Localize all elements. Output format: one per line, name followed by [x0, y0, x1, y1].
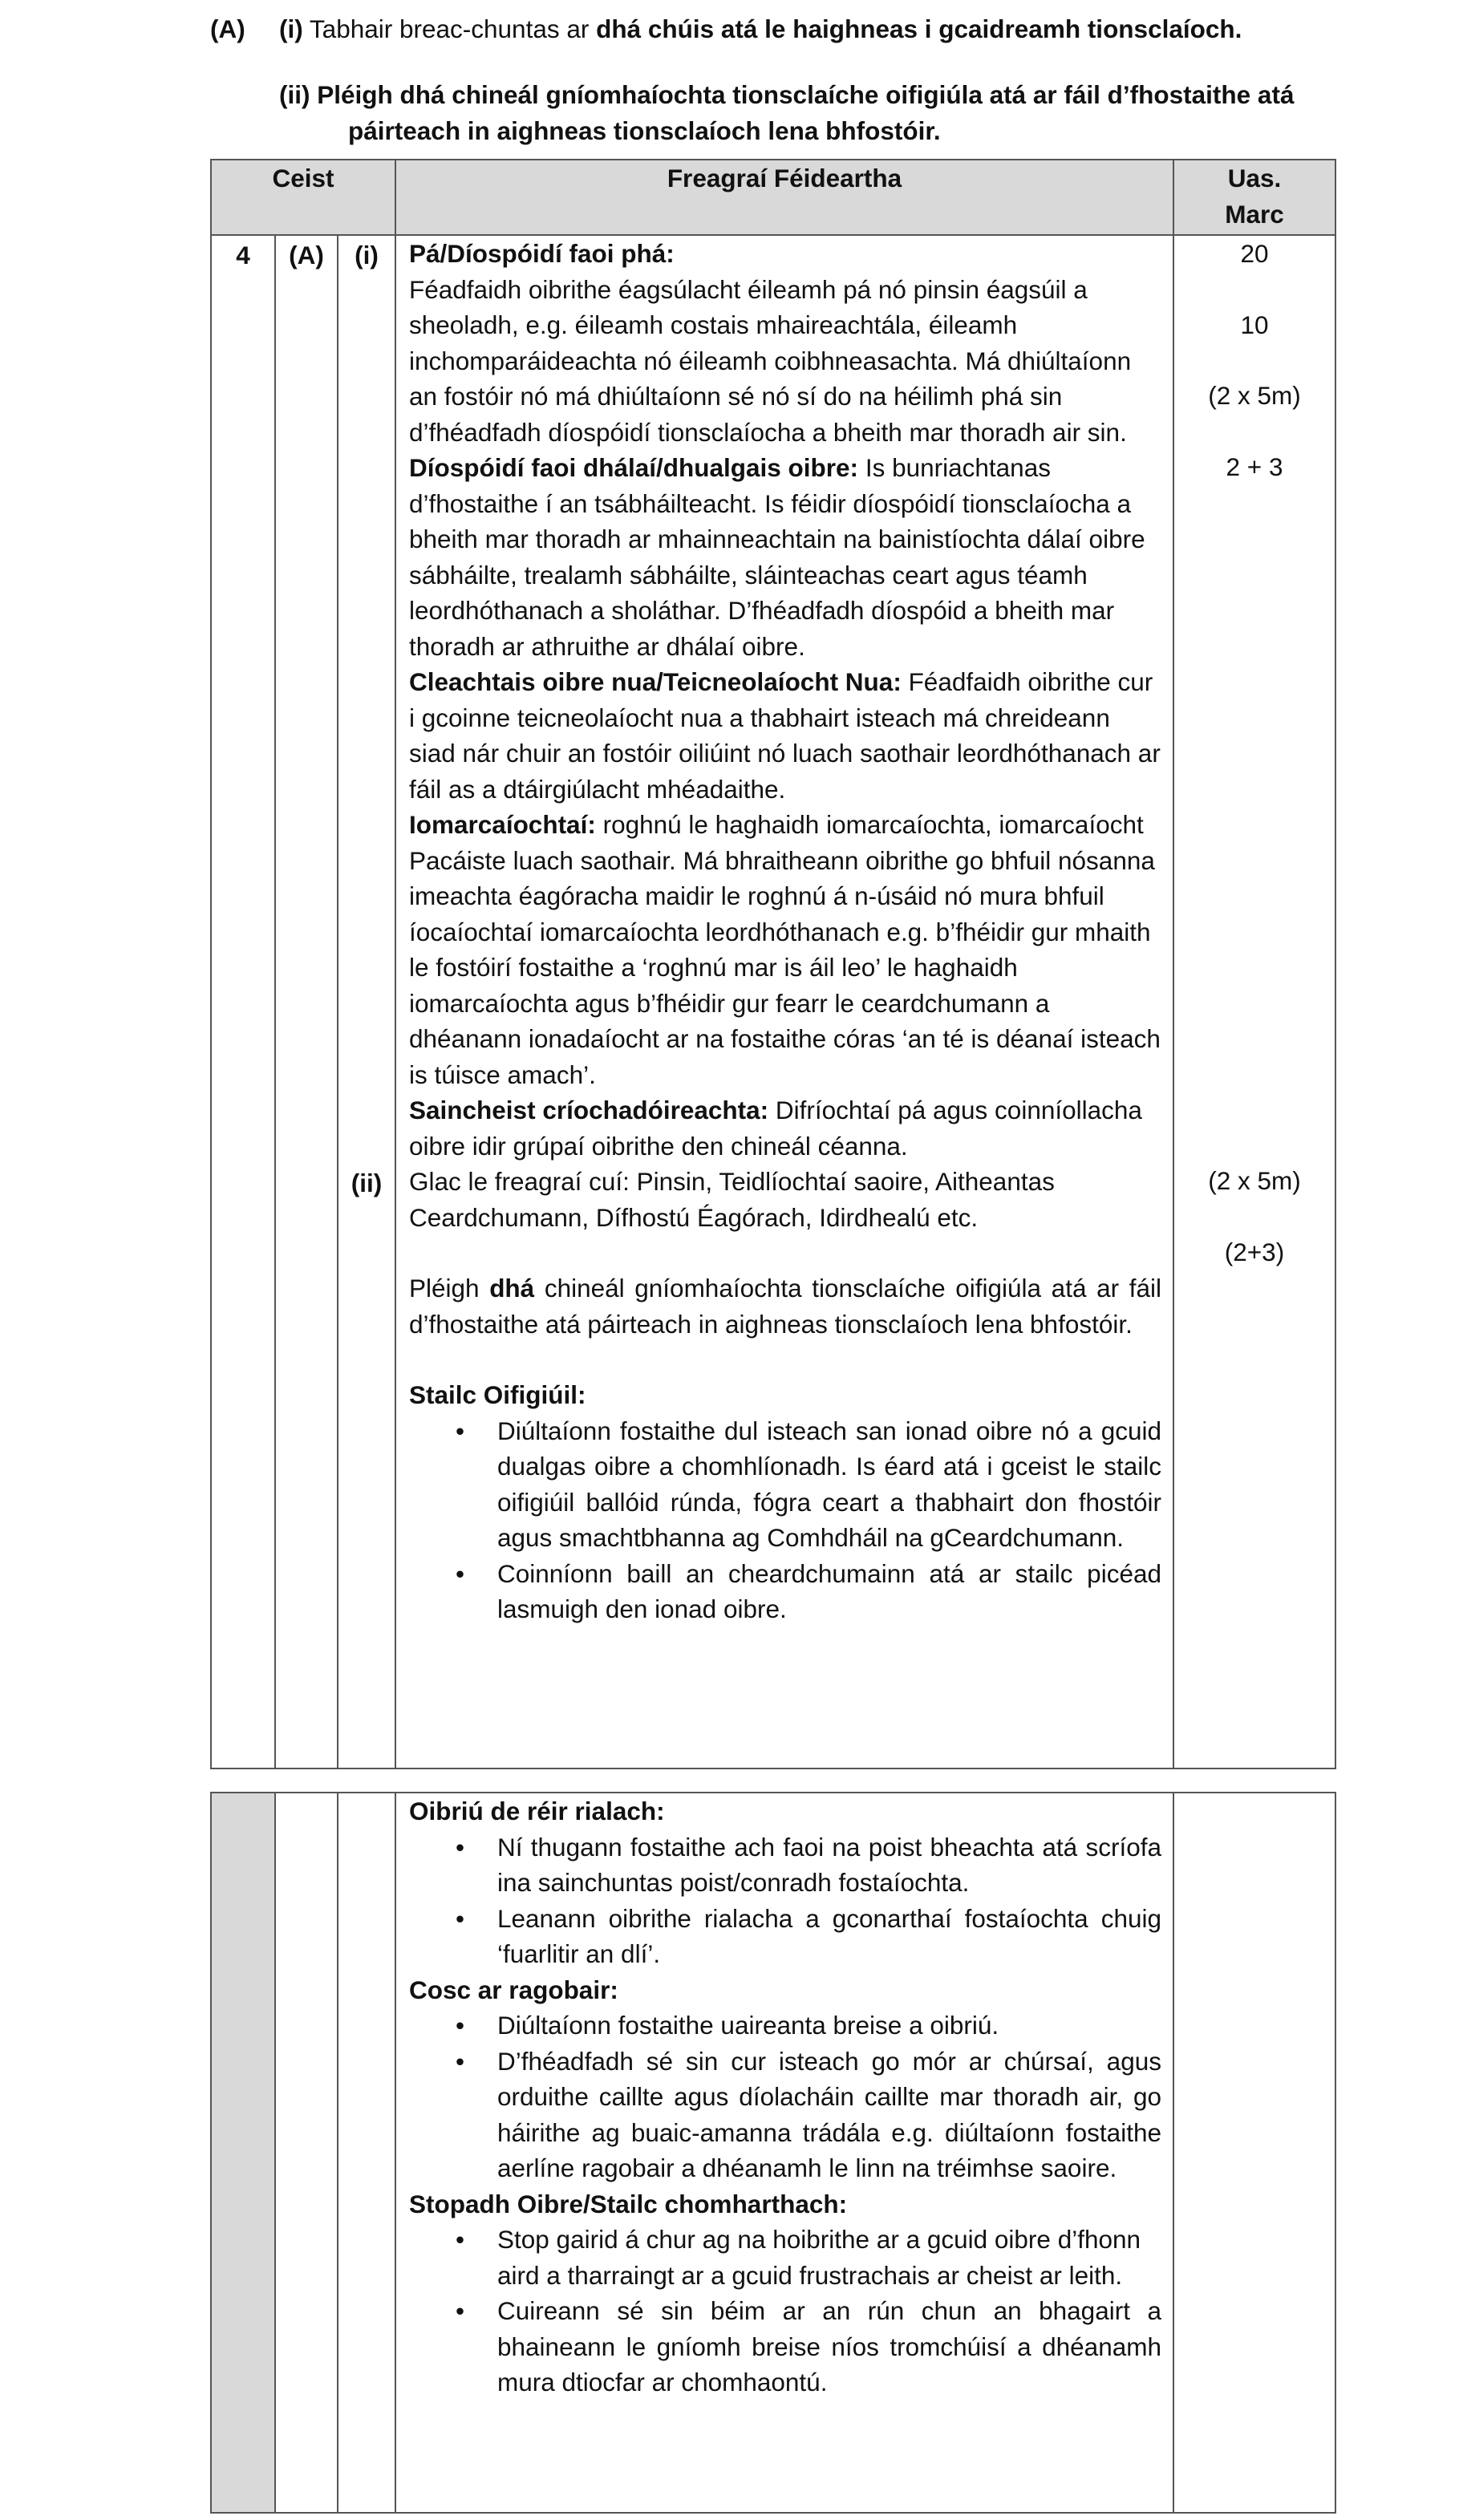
heading-official-strike: Stailc Oifigiúil:	[409, 1380, 586, 1409]
sub-label: (i)	[279, 14, 303, 43]
question-part: (A)	[275, 235, 338, 1768]
table-row	[211, 235, 1335, 1768]
marks-cell: 20 10 (2 x 5m) 2 + 3 (2 x 5m) (2+3)	[1173, 235, 1335, 1768]
list-item: • D’fhéadfadh sé sin cur isteach go mór ar chúrsaí, agus orduithe caillte agus díolacháin caillte mar thoradh air, go háirithe ag buaic-amanna trádála e.g. diúltaíonn fostaithe aerlíne ragobair a dhéanamh le linn na tréimhse saoire.	[456, 2046, 1161, 2182]
answer-pay: Pá/Díospóidí faoi phá: Féadfaidh oibrithe éagsúlacht éileamh pá nó pinsin éagsúil a sheoladh, e.g. éileamh costais mhaireachtála, éileamh inchomparáideachta nó éileamh coibhneasachta. Má dhiúltaíonn an fostóir nó má dhiúltaíonn sé nó sí do na héilimh phá sin d’fhéadfadh díospóidí tionsclaíocha a bheith mar thoradh air sin.	[409, 239, 1132, 447]
question-subparts: (i) (ii)	[338, 235, 395, 1768]
question-line-1	[210, 11, 1413, 47]
list-overtime-ban	[409, 2007, 1161, 2186]
heading-work-to-rule: Oibriú de réir rialach:	[409, 1797, 665, 1825]
header-marks: Uas. Marc	[1173, 160, 1335, 235]
list-item: • Ní thugann fostaithe ach faoi na poist bheachta atá scríofa ina sainchuntas poist/conradh fostaíochta.	[456, 1832, 1161, 1897]
empty-cell	[211, 1793, 275, 2513]
answer-demarcation: Saincheist críochadóireachta: Difríochtaí pá agus coinníollacha oibre idir grúpaí oibrithe den chineál céanna.	[409, 1096, 1142, 1161]
empty-cell	[338, 1793, 395, 2513]
list-work-to-rule	[409, 1829, 1161, 1972]
table-header-row	[211, 160, 1335, 235]
answer-accept-other: Glac le freagraí cuí: Pinsin, Teidlíochtaí saoire, Aitheantas Ceardchumann, Dífhostú Éagórach, Idirdhealú etc.	[409, 1167, 1055, 1232]
question-number: 4	[211, 235, 275, 1768]
question-header	[210, 11, 1413, 148]
heading-overtime-ban: Cosc ar ragobair:	[409, 1975, 618, 2004]
header-answers: Freagraí Féideartha	[395, 160, 1173, 235]
answers-cell	[395, 235, 1173, 1768]
list-item: • Leanann oibrithe rialacha a gconarthaí fostaíochta chuig ‘fuarlitir an dlí’.	[456, 1903, 1161, 1968]
heading-work-stoppage: Stopadh Oibre/Stailc chomharthach:	[409, 2189, 848, 2218]
list-item: • Cuireann sé sin béim ar an rún chun an bhagairt a bhaineann le gníomh breise níos tromchúisí a dhéanamh mura dtiocfar ar chomhaontú.	[456, 2296, 1161, 2396]
empty-marks-cell	[1173, 1793, 1335, 2513]
part-ii-intro: Pléigh dhá chineál gníomhaíochta tionsclaíche oifigiúla atá ar fáil d’fhostaithe atá páirteach in aighneas tionsclaíoch lena bhfostóir.	[409, 1274, 1161, 1339]
table-row	[211, 1793, 1335, 2513]
list-work-stoppage	[409, 2222, 1161, 2400]
empty-cell	[275, 1793, 338, 2513]
list-item: • Coinníonn baill an cheardchumainn atá ar stailc picéad lasmuigh den ionad oibre.	[456, 1558, 1161, 1623]
answers-cell-continued	[395, 1793, 1173, 2513]
answer-redundancy: Iomarcaíochtaí: roghnú le haghaidh iomarcaíochta, iomarcaíocht Pacáiste luach saothair. Má bhraitheann oibrithe go bhfuil nósanna imeachta éagóracha maidir le roghnú á n-úsáid nó mura bhfuil íocaíochtaí iomarcaíochta leordhóthanach e.g. b’fhéidir gur mhaith le fostóirí fostaithe a ‘roghnú mar is áil leo’ le haghaidh iomarcaíochta agus b’fhéidir gur fearr le ceardchumann a dhéanann ionadaíocht ar na fostaithe córas ‘an té is déanaí isteach is túisce amach’.	[409, 810, 1161, 1089]
question-ii-line1: (ii) Pléigh dhá chineál gníomhaíochta tionsclaíche oifigiúla atá ar fáil d’fhostaithe atá	[279, 80, 1295, 109]
list-item: • Stop gairid á chur ag na hoibrithe ar a gcuid oibre d’fhonn aird a tharraingt ar a gcuid frustrachais ar cheist ar leith.	[456, 2225, 1141, 2290]
marking-scheme-table-continued	[210, 1792, 1336, 2514]
part-label: (A)	[210, 14, 245, 43]
marking-scheme-table	[210, 159, 1336, 1769]
list-official-strike	[409, 1413, 1161, 1627]
answer-new-technology: Cleachtais oibre nua/Teicneolaíocht Nua: Féadfaidh oibrithe cur i gcoinne teicneolaíocht nua a thabhairt isteach má chreideann siad nár chuir an fostóir oiliúint nó luach saothair leordhóthanach ar fáil as a dtáirgiúlacht mhéadaithe.	[409, 667, 1161, 804]
question-i-text: Tabhair breac-chuntas ar	[309, 14, 597, 43]
question-i-bold: dhá chúis atá le haighneas i gcaidreamh tionsclaíoch.	[596, 14, 1242, 43]
answer-conditions: Díospóidí faoi dhálaí/dhualgais oibre: Is bunriachtanas d’fhostaithe í an tsábháilteacht. Is féidir díospóidí tionsclaíocha a bheith mar thoradh ar mhainneachtain na bainistíochta dálaí oibre sábháilte, trealamh sábháilte, sláinteachas ceart agus téamh leordhóthanach a sholáthar. D’fhéadfadh díospóid a bheith mar thoradh ar athruithe ar dhálaí oibre.	[409, 453, 1145, 661]
header-ceist: Ceist	[211, 160, 395, 235]
question-ii-line2: páirteach in aighneas tionsclaíoch lena bhfostóir.	[348, 115, 941, 145]
list-item: • Diúltaíonn fostaithe dul isteach san ionad oibre nó a gcuid dualgas oibre a chomhlíonadh. Is éard atá i gceist le stailc oifigiúil ballóid rúnda, fógra ceart a thabhairt don fhostóir agus smachtbhanna ag Comhdháil na gCeardchumann.	[456, 1416, 1161, 1552]
list-item: • Diúltaíonn fostaithe uaireanta breise a oibriú.	[456, 2011, 999, 2040]
question-line-2	[210, 77, 1413, 148]
